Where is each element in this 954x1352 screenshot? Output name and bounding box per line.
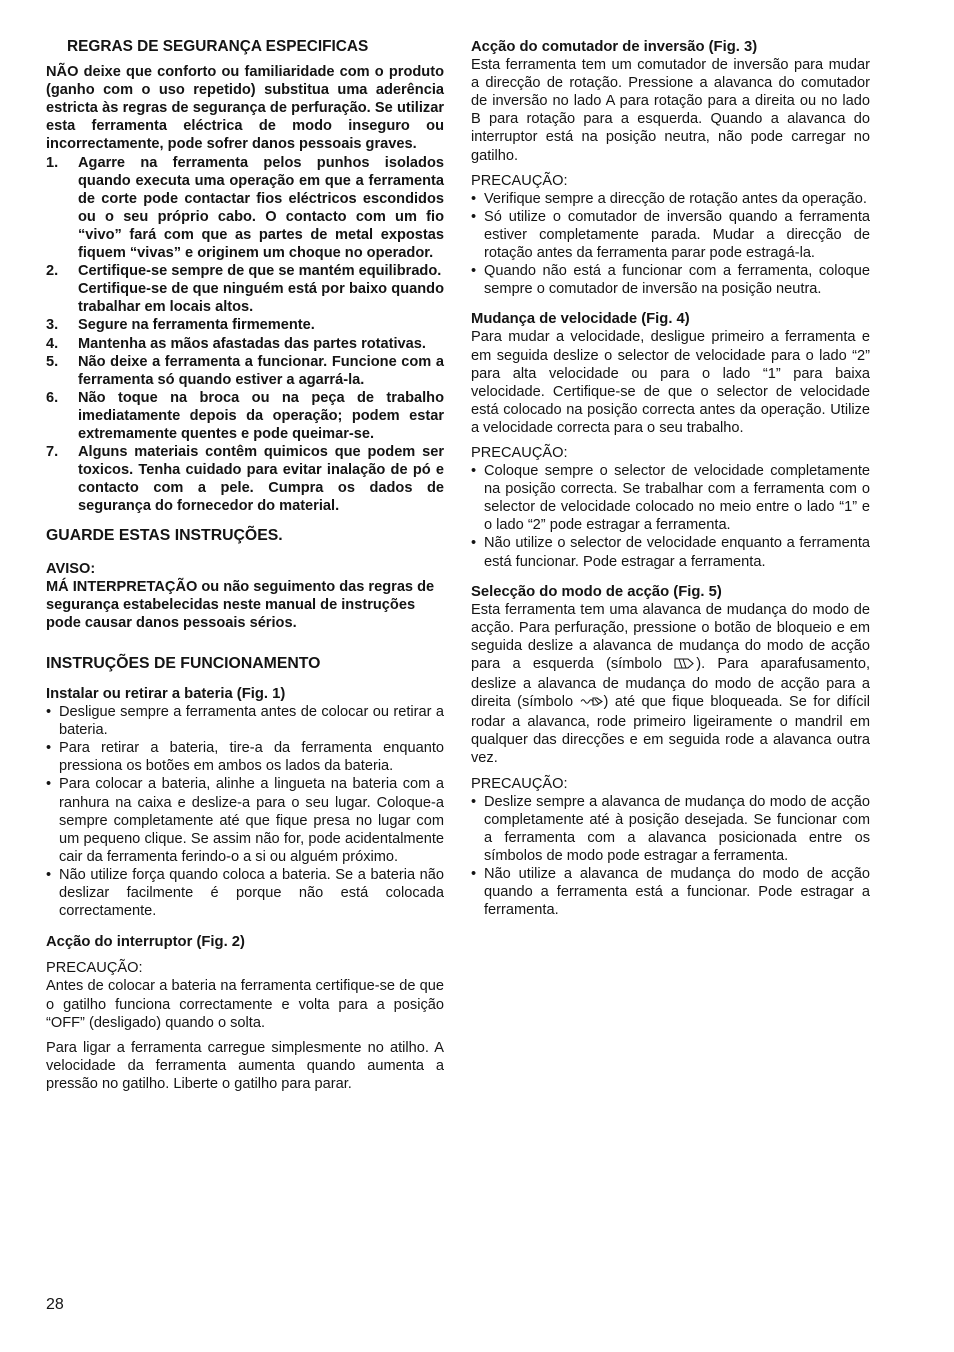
warning-label: AVISO: bbox=[46, 560, 96, 577]
safety-rules-title: REGRAS DE SEGURANÇA ESPECIFICAS bbox=[67, 38, 369, 55]
safety-rules-list bbox=[46, 154, 444, 516]
speed-change-heading: Mudança de velocidade (Fig. 4) bbox=[471, 311, 690, 328]
list-item: • Deslize sempre a alavanca de mudança do modo de acção completamente até à posição desejada. Se funcionar com a ferramenta com a alavanca posicionada entre os símbolos de modo pode estragar a ferramenta. bbox=[471, 793, 870, 864]
battery-heading: Instalar ou retirar a bateria (Fig. 1) bbox=[46, 686, 286, 702]
left-column bbox=[46, 38, 444, 1093]
switch-paragraph-2: Para ligar a ferramenta carregue simplesmente no atilho. A velocidade da ferramenta aumenta quando aumenta a pressão no gatilho. Liberte o gatilho para parar. bbox=[46, 1039, 444, 1092]
switch-heading: Acção do interruptor (Fig. 2) bbox=[46, 934, 245, 951]
safety-rule-7: 7. Alguns materiais contêm quimicos que podem ser toxicos. Tenha cuidado para evitar inalação de pó e contacto com a pele. Cumpra os dados de segurança do fornecedor do material. bbox=[46, 444, 444, 515]
list-item: • Para colocar a bateria, alinhe a lingueta na bateria com a ranhura na caixa e deslize-a para o seu lugar. Coloque-a sempre completamente até que fique presa no lugar com um pequeno clique. Se assim não for, pode acidentalmente cair da ferramenta ferindo-o a si ou alguém próximo. bbox=[46, 776, 444, 865]
list-item: • Só utilize o comutador de inversão quando a ferramenta estiver completamente parada. Mudar a direcção de rotação antes da ferramenta parar pode estragá-la. bbox=[471, 208, 870, 262]
mode-caution-label: PRECAUÇÃO: bbox=[471, 775, 568, 792]
action-mode-heading: Selecção do modo de acção (Fig. 5) bbox=[471, 583, 722, 600]
speed-change-text: Para mudar a velocidade, desligue primeiro a ferramenta e em seguida deslize o selector de velocidade para o lado “2” para alta velocidade ou para o lado “1” para baixa velocidade. Certifique-se de que o selector de velocidade está colocado na posição correcta antes da operação. Utilize a velocidade correcta para o seu trabalho. bbox=[471, 329, 870, 436]
speed-bullets bbox=[471, 462, 870, 571]
list-item: • Verifique sempre a direcção de rotação antes da operação. bbox=[471, 190, 867, 207]
reverse-switch-heading: Acção do comutador de inversão (Fig. 3) bbox=[471, 39, 758, 55]
mode-bullets bbox=[471, 793, 870, 920]
page-number: 28 bbox=[46, 1296, 64, 1313]
switch-paragraph-1: Antes de colocar a bateria na ferramenta certifique-se de que o gatilho funciona correctamente e volta para a posição “OFF” (desligado) quando o solta. bbox=[46, 978, 444, 1031]
reverse-caution-label: PRECAUÇÃO: bbox=[471, 172, 568, 189]
safety-rule-1: 1. Agarre na ferramenta pelos punhos isolados quando executa uma operação em que a ferramenta de corte pode contactar fios eléctricos escondidos ou o seu próprio cabo. O contacto com um fio “vivo” fará com que as partes de metal expostas fiquem “vivas” e originem um choque no operador. bbox=[46, 154, 444, 262]
switch-caution-label: PRECAUÇÃO: bbox=[46, 960, 143, 977]
safety-intro: NÃO deixe que conforto ou familiaridade com o produto (ganho com o uso repetido) substitua uma aderência estricta às regras de segurança de perfuração. Se utilizar esta ferramenta eléctrica de modo inseguro ou incorrectamente, pode sofrer danos pessoais graves. bbox=[46, 64, 444, 153]
list-item: • Não utilize força quando coloca a bateria. Se a bateria não deslizar facilmente é porque não está colocada correctamente. bbox=[46, 866, 444, 920]
right-column bbox=[471, 38, 870, 919]
operating-instructions-heading: INSTRUÇÕES DE FUNCIONAMENTO bbox=[46, 654, 321, 672]
safety-rule-2: 2. Certifique-se sempre de que se mantém equilibrado. Certifique-se de que ninguém está por baixo quando trabalhar em locais altos. bbox=[46, 263, 444, 316]
list-item: • Para retirar a bateria, tire-a da ferramenta enquanto pressiona os botões em ambos os lados da bateria. bbox=[46, 740, 444, 775]
drill-bit-symbol-icon bbox=[674, 657, 696, 675]
screwdriver-symbol-icon bbox=[580, 695, 604, 713]
list-item: • Desligue sempre a ferramenta antes de colocar ou retirar a bateria. bbox=[46, 704, 444, 739]
safety-rule-3: 3. Segure na ferramenta firmemente. bbox=[46, 317, 315, 334]
reverse-switch-text: Esta ferramenta tem um comutador de inversão para mudar a direcção de rotação. Pressione a alavanca do comutador de inversão no lado A para rotação para a direita ou no lado B para rotação para a esquerda. Quando a alavanca do interruptor está na posição neutra, não pode carregar no gatilho. bbox=[471, 57, 870, 164]
safety-rule-6: 6. Não toque na broca ou na peça de trabalho imediatamente depois da operação; podem estar extremamente quentes e pode queimar-se. bbox=[46, 389, 444, 442]
speed-caution-label: PRECAUÇÃO: bbox=[471, 444, 568, 461]
list-item: • Não utilize a alavanca de mudança do modo de acção quando a ferramenta está a funcionar. Pode estragar a ferramenta. bbox=[471, 866, 870, 919]
list-item: • Coloque sempre o selector de velocidade completamente na posição correcta. Se trabalhar com a ferramenta com o selector de velocidade colocado no meio entre o lado “1” e o lado “2” pode estragar a ferramenta. bbox=[471, 463, 870, 534]
safety-rule-5: 5. Não deixe a ferramenta a funcionar. Funcione com a ferramenta só quando estiver a agarrá-la. bbox=[46, 353, 444, 388]
battery-bullets bbox=[46, 703, 444, 920]
safety-rule-4: 4. Mantenha as mãos afastadas das partes rotativas. bbox=[46, 335, 426, 352]
list-item: • Não utilize o selector de velocidade enquanto a ferramenta está funcionar. Pode estragar a ferramenta. bbox=[471, 535, 870, 570]
save-instructions-heading: GUARDE ESTAS INSTRUÇÕES. bbox=[46, 527, 283, 545]
action-mode-text: Esta ferramenta tem uma alavanca de mudança do modo de acção. Para perfuração, pressione o botão de bloqueio e em seguida deslize a alavanca de mudança do modo de acção para a esquerda (símbolo ). Para aparafusamento, deslize a alavanca de mudança do modo de acção para a direita (símbolo ) até que fique bloqueada. Se for difícil rodar a alavanca, rode primeiro ligeiramente o mandril em qualquer das direcções e em seguida rode a alavanca outra vez. bbox=[471, 601, 870, 767]
reverse-bullets bbox=[471, 190, 870, 299]
warning-text: MÁ INTERPRETAÇÃO ou não seguimento das regras de segurança estabelecidas neste manual de instruções pode causar danos pessoais sérios. bbox=[46, 578, 435, 631]
list-item: • Quando não está a funcionar com a ferramenta, coloque sempre o comutador de inversão na posição neutra. bbox=[471, 263, 870, 298]
